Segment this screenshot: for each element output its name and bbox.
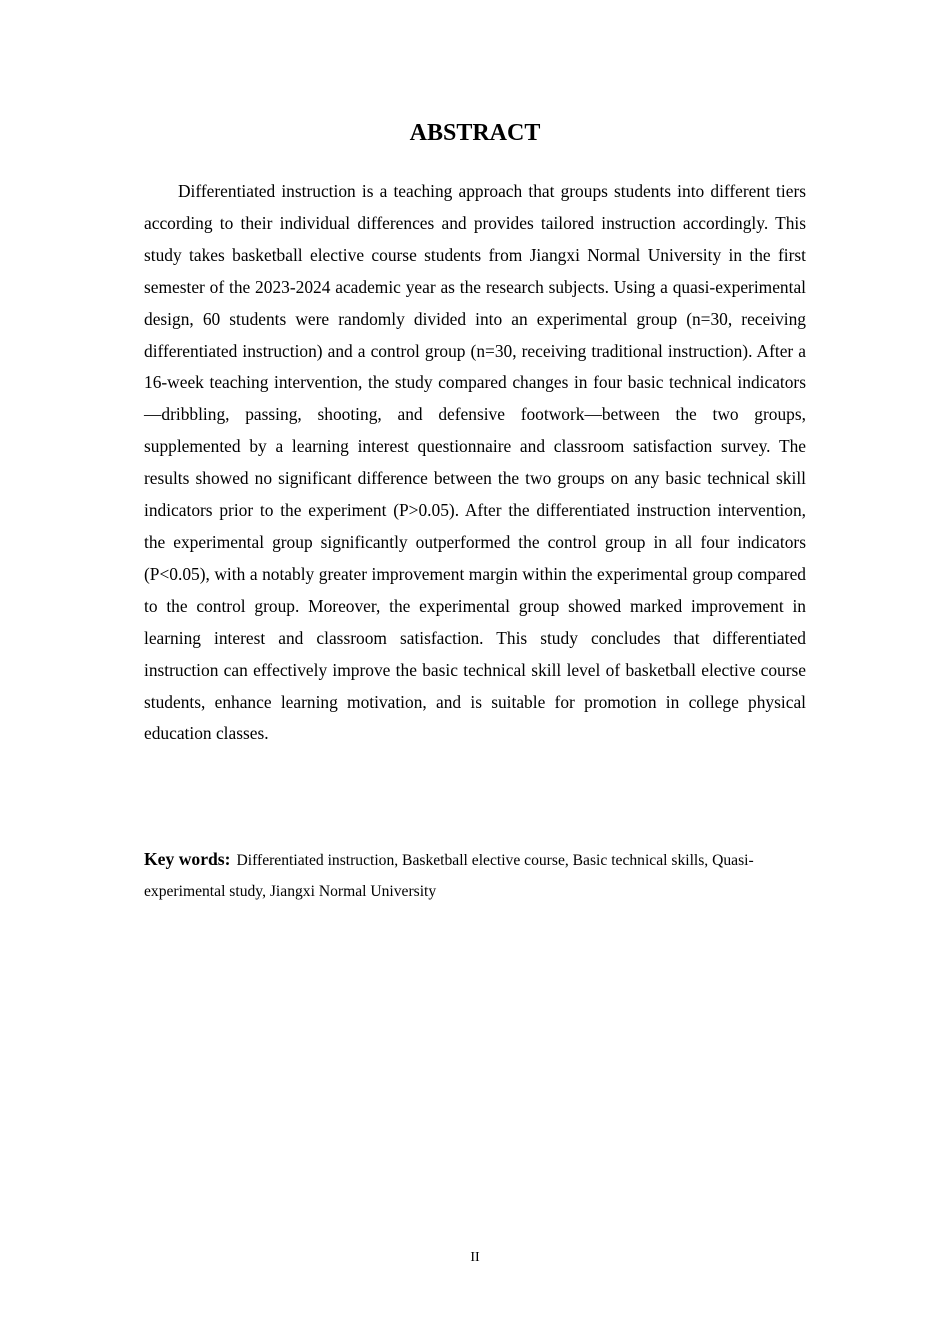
keywords-label: Key words: — [144, 849, 231, 869]
keywords-list: Differentiated instruction, Basketball elective course, Basic technical skills, Quasi-experimental study, Jiangxi Normal University — [144, 852, 754, 900]
abstract-title: ABSTRACT — [409, 120, 541, 146]
keywords-section — [144, 844, 806, 907]
abstract-body: Differentiated instruction is a teaching approach that groups students into different tiers according to their individual differences and provides tailored instruction accordingly. This study takes basketball elective course students from Jiangxi Normal University in the first semester of the 2023-2024 academic year as the research subjects. Using a quasi-experimental design, 60 students were randomly divided into an experimental group (n=30, receiving differentiated instruction) and a control group (n=30, receiving traditional instruction). After a 16-week teaching intervention, the study compared changes in four basic technical indicators—dribbling, passing, shooting, and defensive footwork—between the two groups, supplemented by a learning interest questionnaire and classroom satisfaction survey. The results showed no significant difference between the two groups on any basic technical skill indicators prior to the experiment (P>0.05). After the differentiated instruction intervention, the experimental group significantly outperformed the control group in all four indicators (P<0.05), with a notably greater improvement margin within the experimental group compared to the control group. Moreover, the experimental group showed marked improvement in learning interest and classroom satisfaction. This study concludes that differentiated instruction can effectively improve the basic technical skill level of basketball elective course students, enhance learning motivation, and is suitable for promotion in college physical education classes. — [144, 181, 806, 744]
page-number: II — [470, 1250, 480, 1265]
